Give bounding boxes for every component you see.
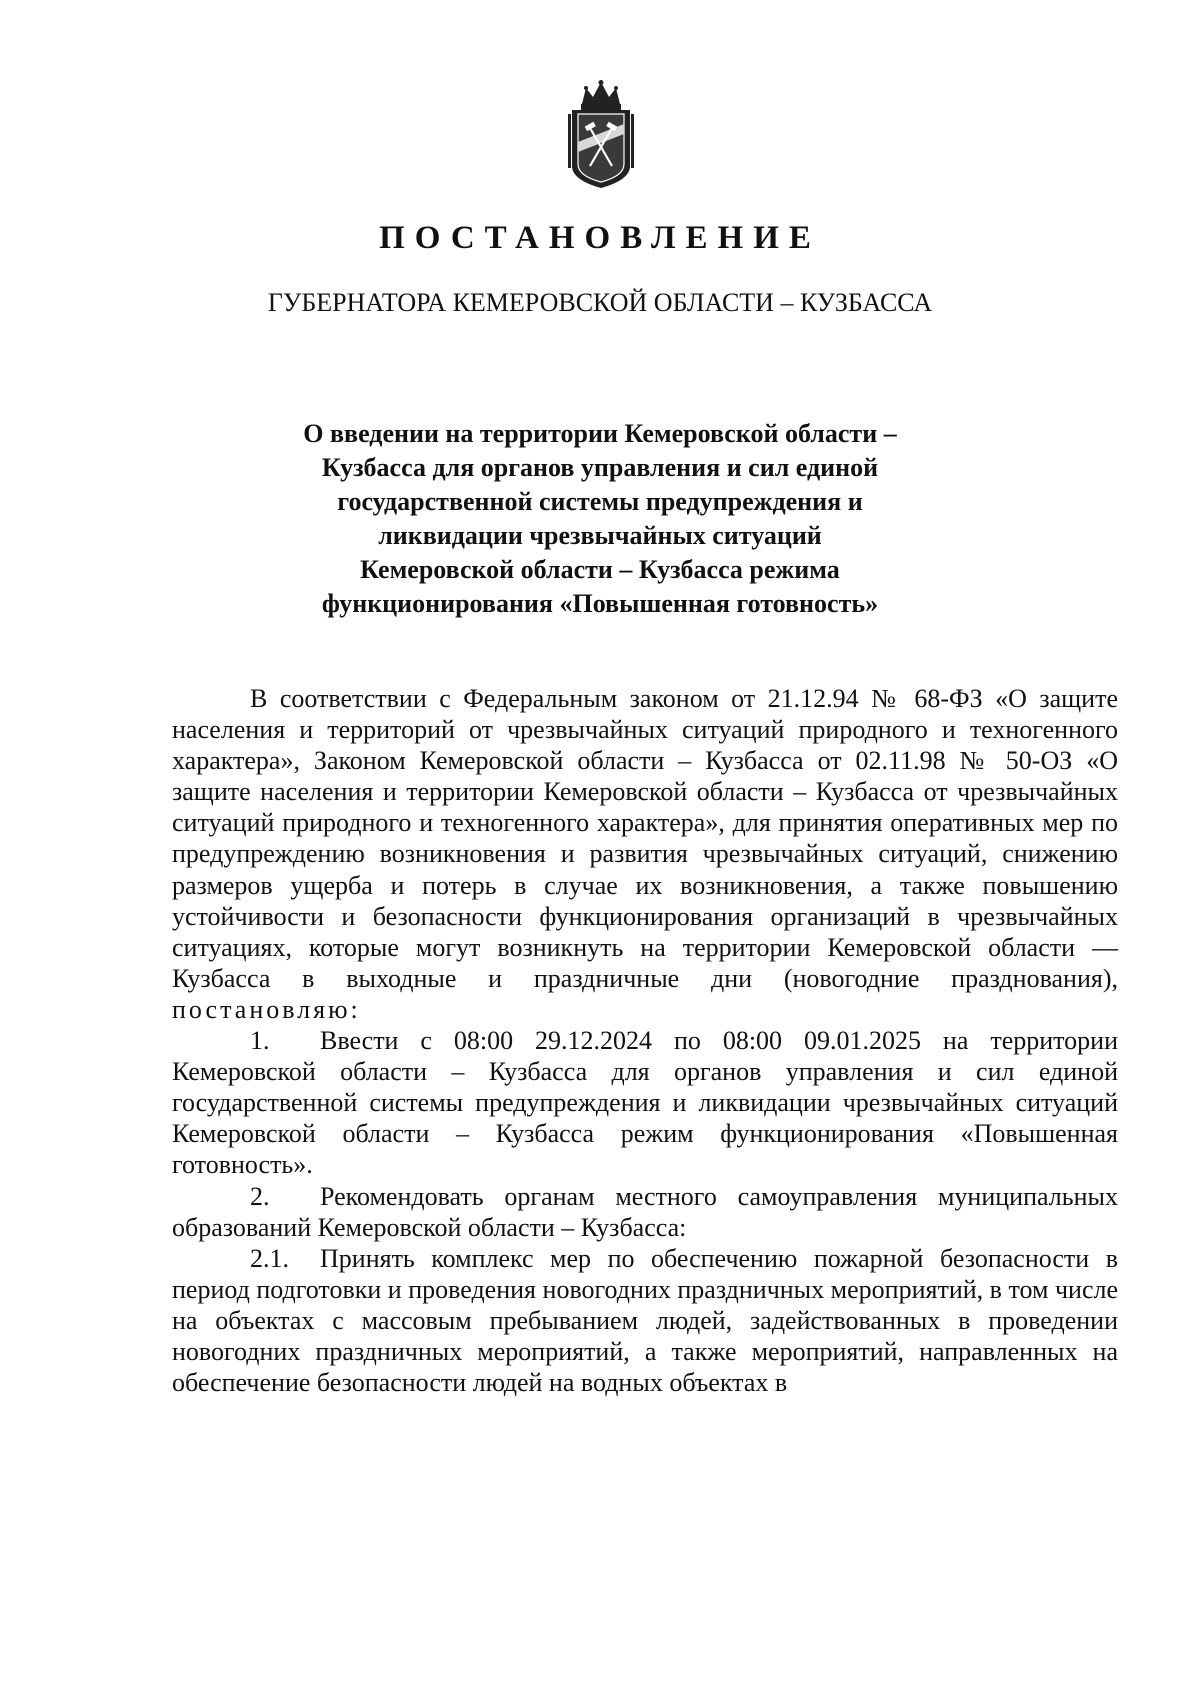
preamble-paragraph <box>172 683 1118 1025</box>
document-type-title: ПОСТАНОВЛЕНИЕ <box>379 220 821 256</box>
preamble-text: В соответствии с Федеральным законом от 21.12.94 № 68-ФЗ «О защите населения и территорий от чрезвычайных ситуаций природного и техногенного характера», Законом Кемеровской области – Кузбасса от 02.11.98 № 50-ОЗ «О защите населения и территории Кемеровской области – Кузбасса от чрезвычайных ситуаций природного и техногенного характера», для принятия оперативных мер по предупреждению возникновения и развития чрезвычайных ситуаций, снижению размеров ущерба и потерь в случае их возникновения, а также повышению устойчивости и безопасности функционирования организаций в чрезвычайных ситуациях, которые могут возникнуть на территории Кемеровской области — Кузбасса в выходные и праздничные дни (новогодние празднования), <box>172 684 1118 993</box>
clause-number: 2. <box>250 1181 270 1211</box>
issuing-authority: ГУБЕРНАТОРА КЕМЕРОВСКОЙ ОБЛАСТИ – КУЗБАССА <box>267 288 933 317</box>
clause-2-1 <box>172 1243 1118 1398</box>
clause-number: 1. <box>250 1026 270 1056</box>
coat-of-arms-emblem <box>568 80 634 190</box>
clause-text: Ввести с 08:00 29.12.2024 по 08:00 09.01.2025 на территории Кемеровской области – Кузбасса для органов управления и сил единой государственной системы предупреждения и ликвидации чрезвычайных ситуаций Кемеровской области – Кузбасса режим функционирования «Повышенная готовность». <box>172 1026 1118 1180</box>
clause-text: Рекомендовать органам местного самоуправления муниципальных образований Кемеровской области – Кузбасса: <box>172 1181 1118 1242</box>
document-body <box>172 683 1118 1398</box>
document-subject: О введении на территории Кемеровской области – Кузбасса для органов управления и сил единой государственной системы предупреждения и ликвидации чрезвычайных ситуаций Кемеровской области – Кузбасса режима функционирования «Повышенная готовность» <box>303 419 897 618</box>
clause-2 <box>172 1181 1118 1243</box>
clause-1 <box>172 1025 1118 1180</box>
clause-number: 2.1. <box>250 1243 289 1273</box>
clause-text: Принять комплекс мер по обеспечению пожарной безопасности в период подготовки и проведения новогодних праздничных мероприятий, в том числе на объектах с массовым пребыванием людей, задействованных в проведении новогодних праздничных мероприятий, а также мероприятий, направленных на обеспечение безопасности людей на водных объектах в <box>172 1243 1118 1398</box>
resolve-word: постановляю: <box>172 994 361 1024</box>
